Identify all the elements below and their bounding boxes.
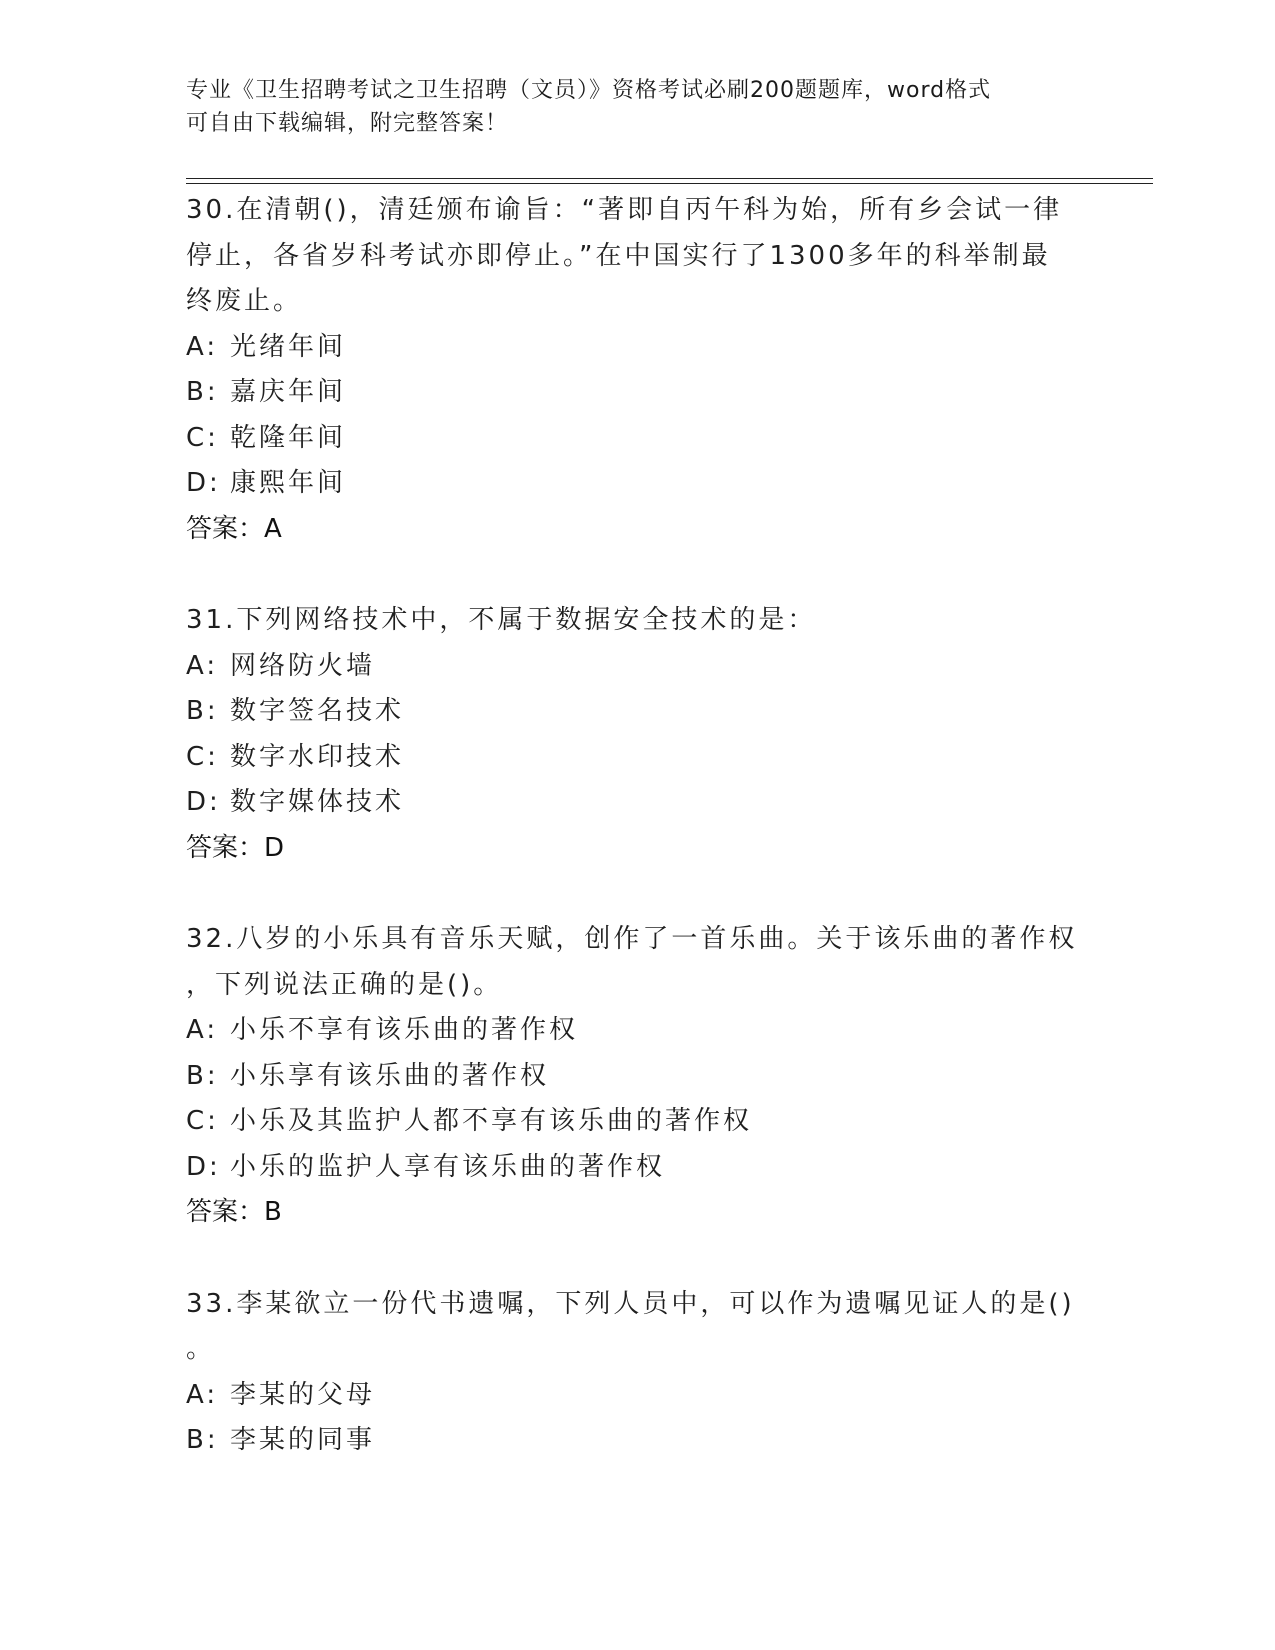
option-key: B: [186,1425,219,1455]
option-a [186,644,1086,690]
question-33 [186,1282,1086,1464]
option-b [186,1054,1086,1100]
option-text: 小乐不享有该乐曲的著作权 [230,1015,579,1045]
option-text: 小乐的监护人享有该乐曲的著作权 [230,1151,666,1182]
header-divider-bottom [186,183,1153,184]
option-text: 数字水印技术 [230,741,405,772]
option-key: B: [186,1060,219,1091]
question-text-line: 。 [186,1334,216,1364]
question-text-line: 30.在清朝()，清廷颁布谕旨：“著即自丙午科为始，所有乡会试一律 [186,195,1063,225]
question-32 [186,917,1086,1236]
question-text-line: 终废止。 [186,286,303,316]
header-line-2: 可自由下载编辑，附完整答案！ [186,111,509,136]
question-text-line: 32.八岁的小乐具有音乐天赋，创作了一首乐曲。关于该乐曲的著作权 [186,924,1078,954]
option-d [186,461,1086,507]
option-text: 数字签名技术 [230,696,405,726]
option-text: 数字媒体技术 [230,787,405,817]
question-spacer [186,1236,1086,1282]
option-key: A: [186,331,219,362]
option-key: C: [186,422,219,453]
option-key: D: [186,787,221,817]
option-key: D: [186,468,221,498]
answer-label: 答案：B [186,1197,282,1227]
document-header [186,74,1066,140]
option-key: A: [186,1379,219,1410]
option-text: 小乐享有该乐曲的著作权 [230,1060,550,1091]
header-line-1: 专业《卫生招聘考试之卫生招聘（文员）》资格考试必刷200题题库，word格式 [186,78,992,103]
question-30 [186,188,1086,552]
header-divider-top [186,178,1153,179]
answer-label: 答案：A [186,513,282,544]
option-d [186,780,1086,826]
option-text: 康熙年间 [230,468,347,498]
question-list [186,188,1086,1464]
option-c [186,735,1086,781]
option-key: D: [186,1151,221,1182]
answer-label: 答案：D [186,832,285,863]
option-text: 李某的父母 [230,1379,376,1410]
question-text-line: 31.下列网络技术中，不属于数据安全技术的是： [186,605,817,635]
option-text: 嘉庆年间 [230,377,347,407]
question-text-line: 停止，各省岁科考试亦即停止。”在中国实行了1300多年的科举制最 [186,240,1051,271]
question-text-line: 33.李某欲立一份代书遗嘱，下列人员中，可以作为遗嘱见证人的是() [186,1288,1075,1319]
option-key: B: [186,377,219,407]
option-a [186,1008,1086,1054]
question-spacer [186,552,1086,598]
option-key: C: [186,741,219,772]
option-d [186,1145,1086,1191]
option-a [186,325,1086,371]
question-spacer [186,871,1086,917]
option-b [186,689,1086,735]
option-b [186,1418,1086,1464]
option-c [186,1099,1086,1145]
option-a [186,1373,1086,1419]
option-key: A: [186,650,219,681]
option-key: C: [186,1106,219,1136]
option-text: 乾隆年间 [230,422,347,453]
option-text: 光绪年间 [230,331,347,362]
option-key: B: [186,696,219,726]
question-31 [186,598,1086,871]
option-text: 李某的同事 [230,1425,376,1455]
option-text: 小乐及其监护人都不享有该乐曲的著作权 [230,1106,753,1136]
option-b [186,370,1086,416]
option-key: A: [186,1015,219,1045]
option-c [186,416,1086,462]
option-text: 网络防火墙 [230,650,376,681]
question-text-line: ，下列说法正确的是()。 [186,969,503,1000]
